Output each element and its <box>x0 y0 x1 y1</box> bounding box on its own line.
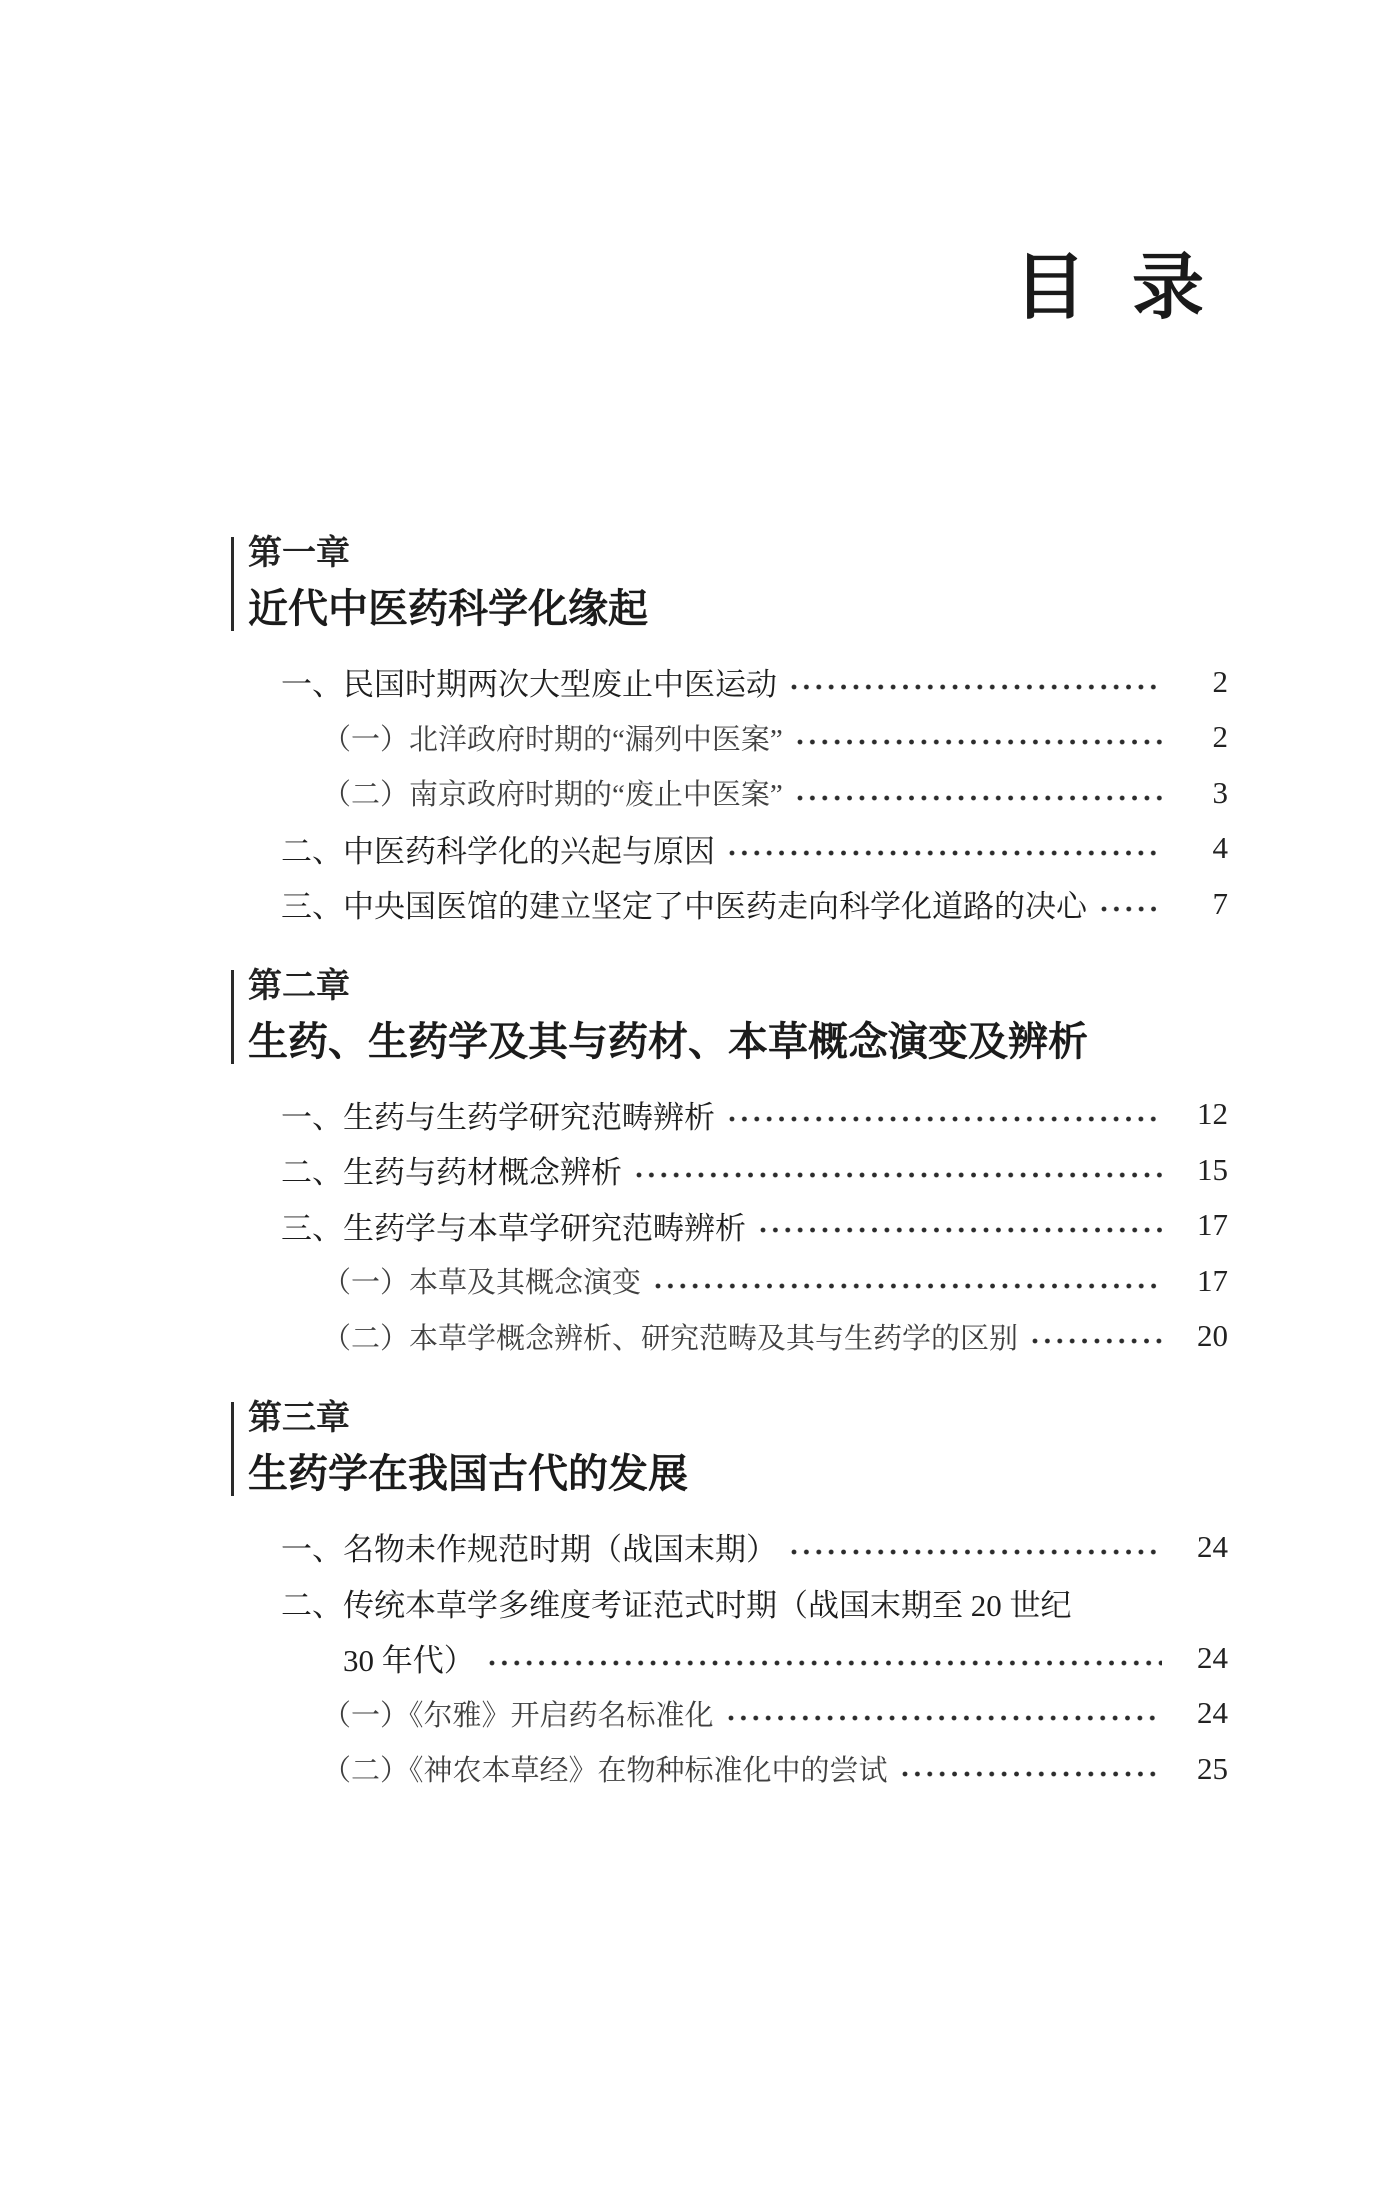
dot-leader <box>636 1172 1162 1178</box>
page-number: 2 <box>1212 719 1228 755</box>
chapter-label: 第三章 <box>248 1400 350 1437</box>
dot-leader <box>1101 906 1162 912</box>
toc-entry <box>231 1309 1228 1365</box>
page-number: 17 <box>1197 1262 1228 1298</box>
toc-entry-text: （二）南京政府时期的“废止中医案” <box>322 779 783 812</box>
toc-entry-text: 二、生药与药材概念辨析 <box>281 1155 622 1191</box>
dot-leader <box>797 739 1162 745</box>
chapter-title: 生药学在我国古代的发展 <box>248 1451 688 1496</box>
dot-leader <box>791 684 1162 690</box>
toc-entry <box>231 876 1228 932</box>
page-number: 4 <box>1212 830 1228 866</box>
dot-leader <box>1032 1338 1162 1344</box>
chapter-label: 第一章 <box>248 535 350 572</box>
toc-entry-text: （一）本草及其概念演变 <box>322 1267 642 1300</box>
chapter-section-3 <box>231 1402 1228 1797</box>
chapter-title: 近代中医药科学化缘起 <box>248 586 648 631</box>
toc-entry-text: 二、中医药科学化的兴起与原因 <box>281 833 715 869</box>
chapter-entries <box>231 1519 1228 1797</box>
dot-leader <box>729 1116 1162 1122</box>
toc-entry <box>231 1575 1228 1631</box>
toc-entry <box>231 654 1228 710</box>
dot-leader <box>729 850 1162 856</box>
dot-leader <box>489 1660 1162 1666</box>
page-number: 15 <box>1197 1151 1228 1187</box>
page-number: 24 <box>1197 1528 1228 1564</box>
chapter-section-1 <box>231 537 1228 932</box>
chapter-label: 第二章 <box>248 967 350 1005</box>
page-number: 7 <box>1212 885 1228 921</box>
page-number: 20 <box>1197 1318 1228 1354</box>
page-number: 12 <box>1197 1096 1228 1132</box>
toc-entry <box>231 1741 1228 1797</box>
toc-entry <box>231 821 1228 877</box>
chapter-heading <box>231 537 1228 631</box>
toc-entry <box>231 1686 1228 1742</box>
toc-entry-text: 一、名物未作规范时期（战国末期） <box>281 1532 777 1568</box>
toc-entry-text: （一）《尔雅》开启药名标准化 <box>322 1699 714 1732</box>
dot-leader <box>791 1549 1162 1555</box>
page-number: 3 <box>1212 774 1228 810</box>
toc-entry <box>231 1519 1228 1575</box>
page-number: 25 <box>1197 1750 1228 1786</box>
page-number: 2 <box>1212 663 1228 699</box>
toc-entry <box>231 710 1228 766</box>
chapter-title: 生药、生药学及其与药材、本草概念演变及辨析 <box>248 1018 1088 1064</box>
toc-entry <box>231 1142 1228 1198</box>
toc-entry-text: 一、民国时期两次大型废止中医运动 <box>281 667 777 703</box>
toc-entry-text: 三、生药学与本草学研究范畴辨析 <box>281 1210 746 1246</box>
dot-leader <box>902 1771 1162 1777</box>
dot-leader <box>728 1715 1162 1721</box>
toc-entry <box>231 1253 1228 1309</box>
dot-leader <box>760 1227 1162 1233</box>
page-title: 目 录 <box>1013 248 1204 328</box>
toc-content <box>231 537 1228 1797</box>
chapter-section-2 <box>231 967 1228 1365</box>
page-number: 17 <box>1197 1207 1228 1243</box>
dot-leader <box>655 1283 1162 1289</box>
dot-leader <box>797 795 1162 801</box>
toc-entry <box>231 1198 1228 1254</box>
toc-entry-text: 一、生药与生药学研究范畴辨析 <box>281 1099 715 1135</box>
toc-entry <box>231 765 1228 821</box>
toc-entry-text: 三、中央国医馆的建立坚定了中医药走向科学化道路的决心 <box>281 889 1087 925</box>
toc-entry <box>231 1087 1228 1143</box>
chapter-heading <box>231 1402 1228 1496</box>
toc-entry-text: （二）《神农本草经》在物种标准化中的尝试 <box>322 1755 888 1788</box>
chapter-entries <box>231 1087 1228 1365</box>
chapter-heading <box>231 967 1228 1064</box>
toc-entry-continuation <box>231 1630 1228 1686</box>
chapter-entries <box>231 654 1228 932</box>
toc-entry-text: 30 年代） <box>343 1643 475 1679</box>
toc-entry-text: （二）本草学概念辨析、研究范畴及其与生药学的区别 <box>322 1322 1019 1355</box>
page-number: 24 <box>1197 1639 1228 1675</box>
toc-entry-text: 二、传统本草学多维度考证范式时期（战国末期至 20 世纪 <box>281 1587 1072 1623</box>
page-number: 24 <box>1197 1695 1228 1731</box>
toc-entry-text: （一）北洋政府时期的“漏列中医案” <box>322 723 783 756</box>
